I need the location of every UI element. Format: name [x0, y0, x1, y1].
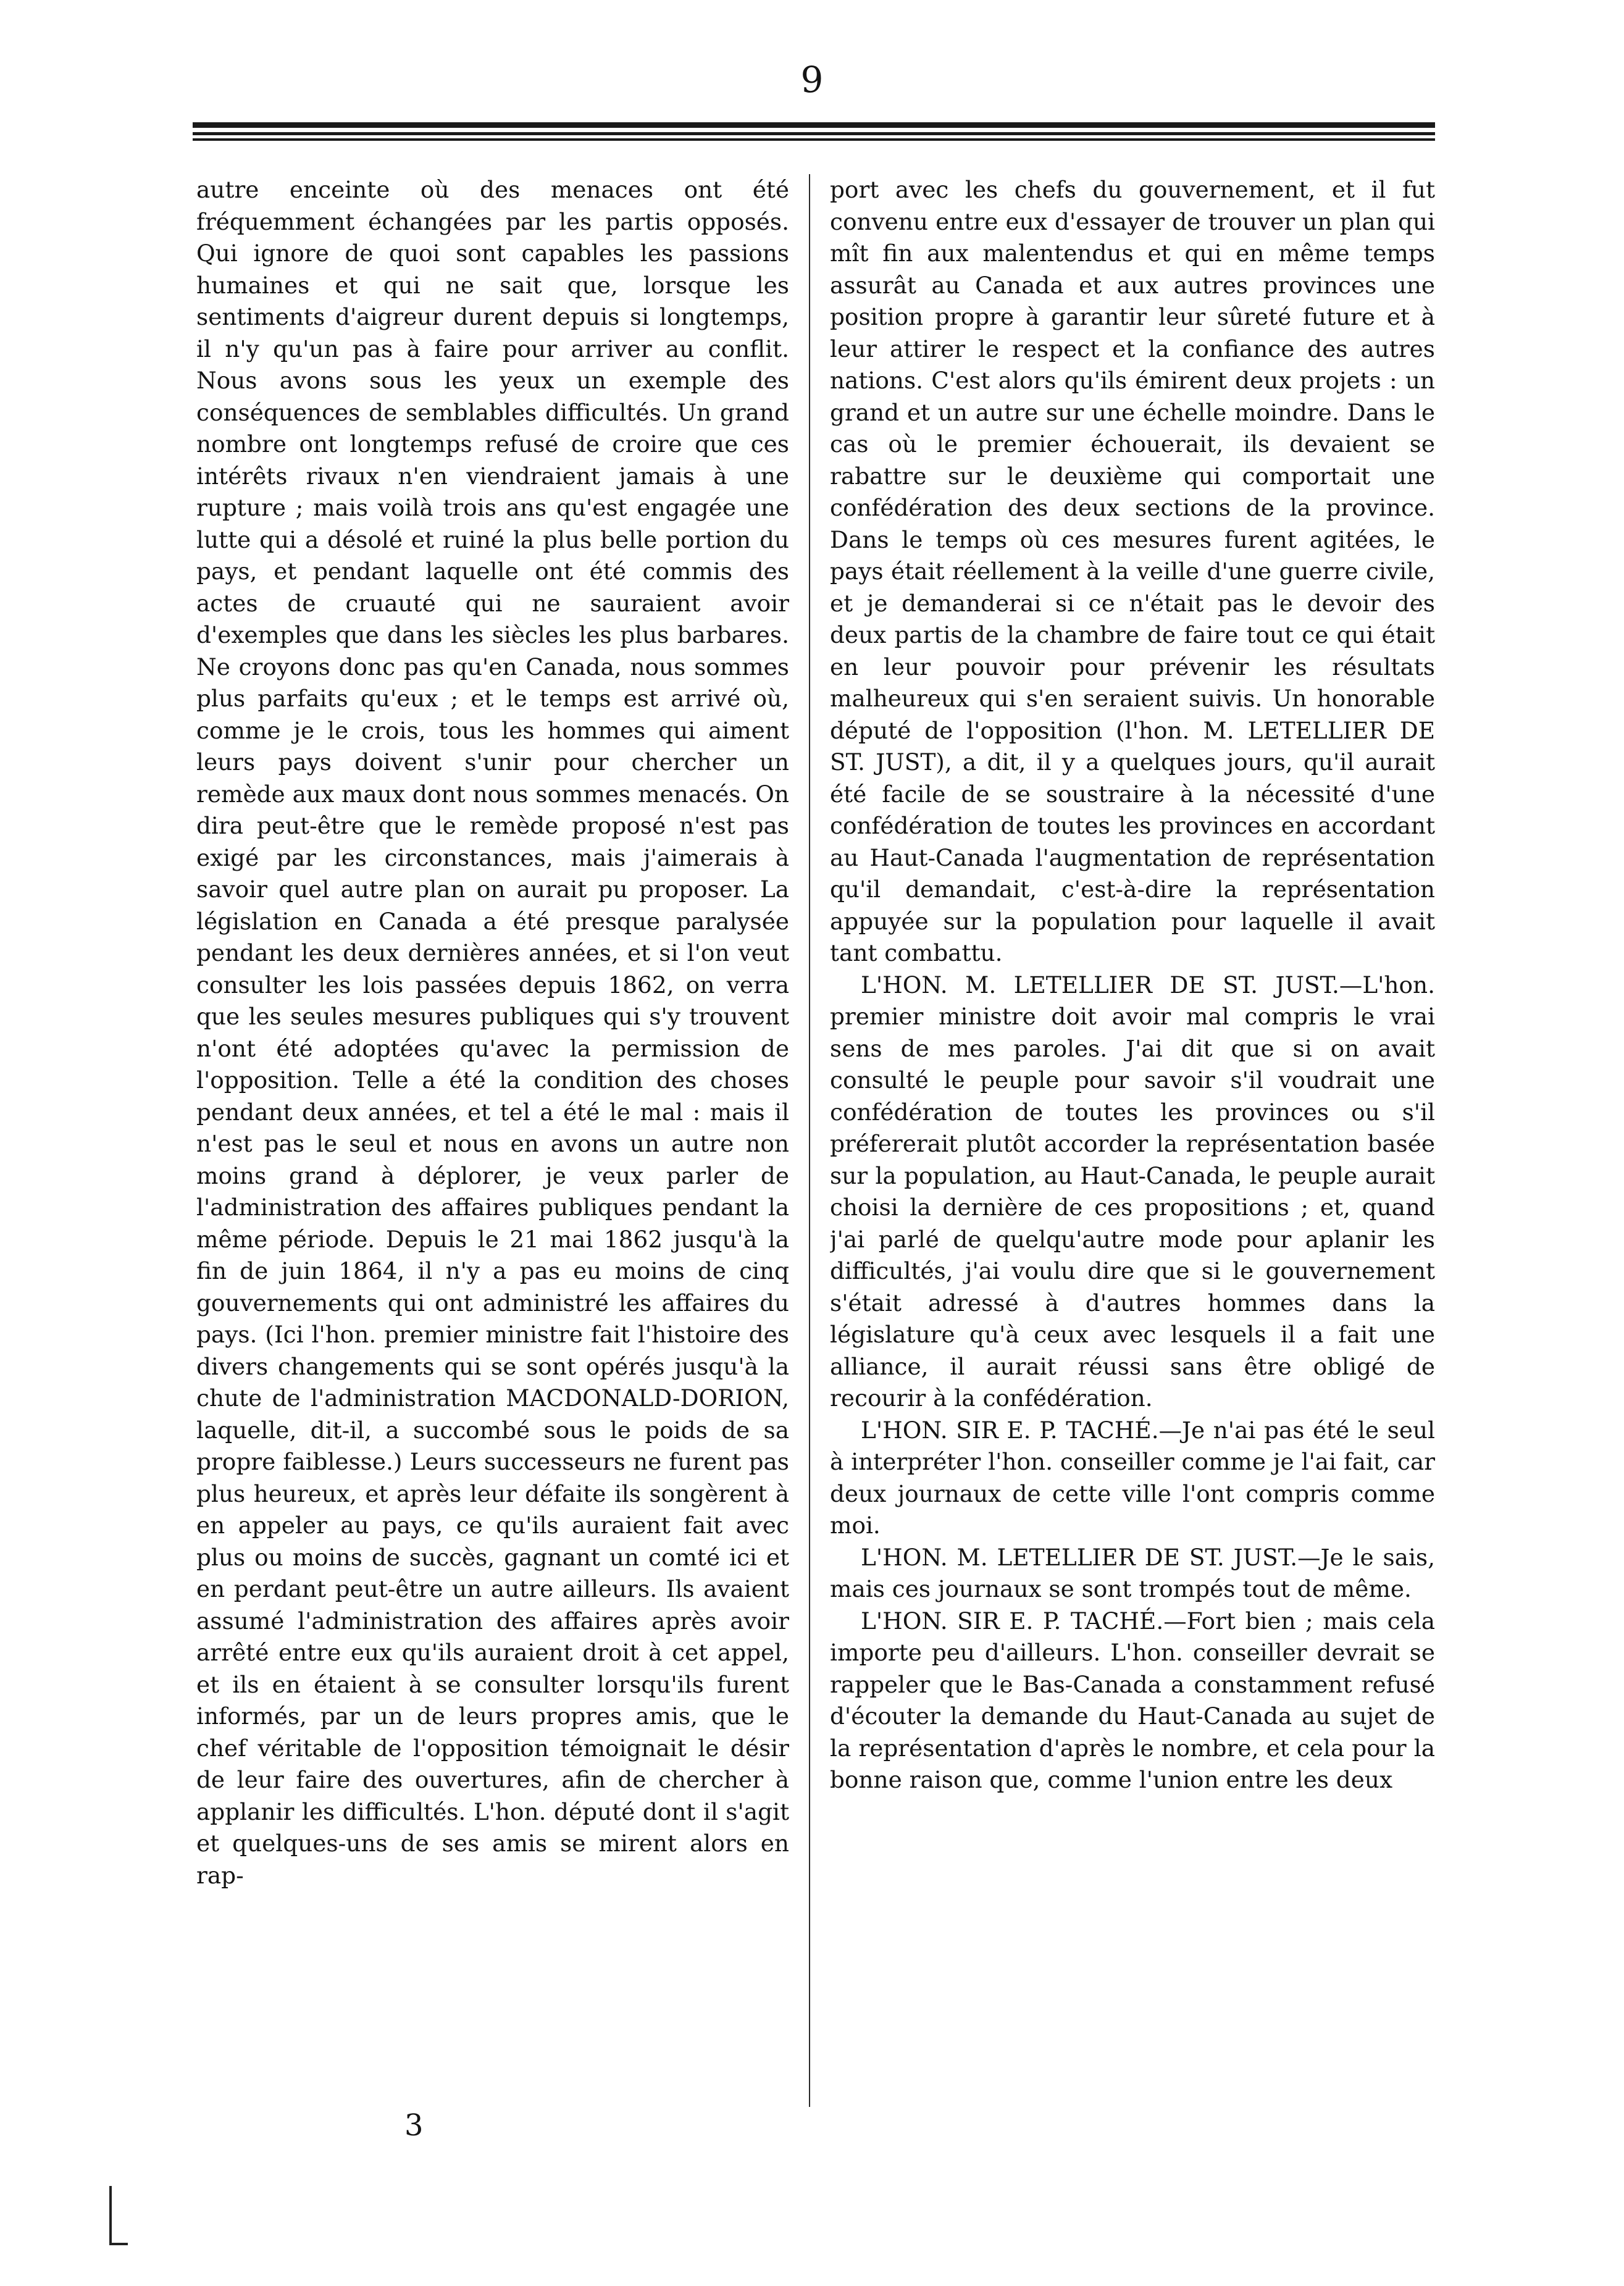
header-rule-middle	[193, 132, 1435, 135]
left-paragraph-1: autre enceinte où des menaces ont été fréquemment échangées par les partis opposés. Qui ignore de quoi sont capables les passions humaines et qui ne sait que, lorsque les sentiments d'aigreur durent depuis si longtemps, il n'y qu'un pas à faire pour arriver au conflit. Nous avons sous les yeux un exemple des conséquences de semblables difficultés. Un grand nombre ont longtemps refusé de croire que ces intérêts rivaux n'en viendraient jamais à une rupture ; mais voilà trois ans qu'est engagée une lutte qui a désolé et ruiné la plus belle portion du pays, et pendant laquelle ont été commis des actes de cruauté qui ne sauraient avoir d'exemples que dans les siècles les plus barbares. Ne croyons donc pas qu'en Canada, nous sommes plus parfaits qu'eux ; et le temps est arrivé où, comme je le crois, tous les hommes qui aiment leurs pays doivent s'unir pour chercher un remède aux maux dont nous sommes menacés. On dira peut-être que le remède proposé n'est pas exigé par les circonstances, mais j'aimerais à savoir quel autre plan on aurait pu proposer. La législation en Canada a été presque paralysée pendant les deux dernières années, et si l'on veut consulter les lois passées depuis 1862, on verra que les seules mesures publiques qui s'y trouvent n'ont été adoptées qu'avec la permission de l'opposition. Telle a été la condition des choses pendant deux années, et tel a été le mal : mais il n'est pas le seul et nous en avons un autre non moins grand à déplorer, je veux parler de l'administration des affaires publiques pendant la même période. Depuis le 21 mai 1862 jusqu'à la fin de juin 1864, il n'y a pas eu moins de cinq gouvernements qui ont administré les affaires du pays. (Ici l'hon. premier ministre fait l'histoire des divers changements qui se sont opérés jusqu'à la chute de l'administration MACDONALD-DORION, laquelle, dit-il, a succombé sous le poids de sa propre faiblesse.) Leurs successeurs ne furent pas plus heureux, et après leur défaite ils songèrent à en appeler au pays, ce qu'ils auraient fait avec plus ou moins de succès, gagnant un comté ici et en perdant peut-être un autre ailleurs. Ils avaient assumé l'administration des affaires après avoir arrêté entre eux qu'ils auraient droit à cet appel, et ils en étaient à se consulter lorsqu'ils furent informés, par un de leurs propres amis, que le chef véritable de l'opposition témoignait le désir de leur faire des ouvertures, afin de chercher à applanir les difficultés. L'hon. député dont il s'agit et quelques-uns de ses amis se mirent alors en rap-	[196, 176, 789, 1889]
page-number: 9	[800, 59, 824, 101]
right-paragraph-1: port avec les chefs du gouvernement, et il fut convenu entre eux d'essayer de trouver un plan qui mît fin aux malentendus et qui en même temps assurât au Canada et aux autres provinces une position propre à garantir leur sûreté future et à leur attirer le respect et la confiance des autres nations. C'est alors qu'ils émirent deux projets : un grand et un autre sur une échelle moindre. Dans le cas où le premier échouerait, ils devaient se rabattre sur le deuxième qui comportait une confédération des deux sections de la province. Dans le temps où ces mesures furent agitées, le pays était réellement à la veille d'une guerre civile, et je demanderai si ce n'était pas le devoir des deux partis de la chambre de faire tout ce qui était en leur pouvoir pour prévenir les résultats malheureux qui s'en seraient suivis. Un honorable député de l'opposition (l'hon. M. LETELLIER DE ST. JUST), a dit, il y a quelques jours, qu'il aurait été facile de se soustraire à la nécessité d'une confédération de toutes les provinces en accordant au Haut-Canada l'augmentation de représentation qu'il demandait, c'est-à-dire la représentation appuyée sur la population pour laquelle il avait tant combattu.	[830, 176, 1435, 966]
margin-corner-mark	[109, 2186, 128, 2245]
signature-mark: 3	[404, 2108, 424, 2143]
right-paragraph-2: L'HON. M. LETELLIER DE ST. JUST.—L'hon. premier ministre doit avoir mal compris le vrai sens de mes paroles. J'ai dit que si on avait consulté le peuple pour savoir s'il voudrait une confédération de toutes les provinces ou s'il préfererait plutôt accorder la représentation basée sur la population, au Haut-Canada, le peuple aurait choisi la dernière de ces propositions ; et, quand j'ai parlé de quelqu'autre mode pour aplanir les difficultés, j'ai voulu dire que si le gouvernement s'était adressé à d'autres hommes dans la législature qu'à ceux avec lesquels il a fait une alliance, il aurait réussi sans être obligé de recourir à la confédération.	[830, 971, 1435, 1412]
header-rule-thin	[193, 138, 1435, 141]
header-rule-thick	[193, 122, 1435, 128]
right-column	[830, 174, 1435, 2107]
column-divider	[809, 174, 810, 2107]
right-paragraph-5: L'HON. SIR E. P. TACHÉ.—Fort bien ; mais cela importe peu d'ailleurs. L'hon. conseiller devrait se rappeler que le Bas-Canada a constamment refusé d'écouter la demande du Haut-Canada au sujet de la représentation d'après le nombre, et cela pour la bonne raison que, comme l'union entre les deux	[830, 1607, 1435, 1793]
right-paragraph-3: L'HON. SIR E. P. TACHÉ.—Je n'ai pas été le seul à interpréter l'hon. conseiller comme je l'ai fait, car deux journaux de cette ville l'ont compris comme moi.	[830, 1416, 1435, 1539]
right-paragraph-4: L'HON. M. LETELLIER DE ST. JUST.—Je le sais, mais ces journaux se sont trompés tout de même.	[830, 1543, 1435, 1602]
left-column	[196, 174, 789, 2107]
